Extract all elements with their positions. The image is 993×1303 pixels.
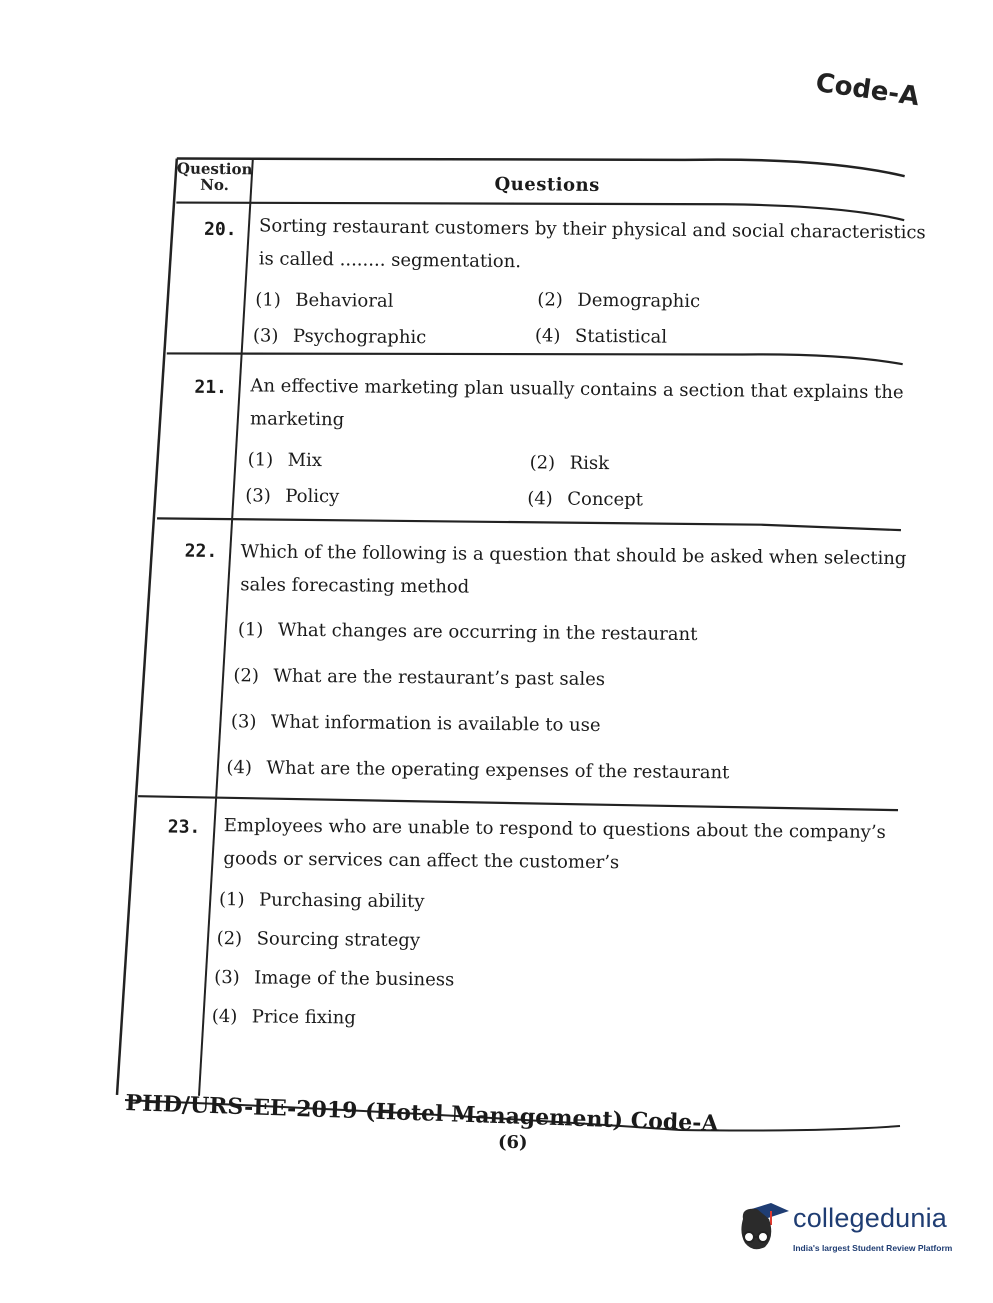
option-item <box>535 325 667 347</box>
option-number: (4) <box>534 325 561 347</box>
page-number: (6) <box>498 1132 528 1153</box>
question-text-line: goods or services can affect the customer’s <box>223 848 620 874</box>
option-number: (2) <box>529 452 556 474</box>
question-text-line: Which of the following is a question that should be asked when selecting <box>240 541 907 570</box>
option-text: Policy <box>285 485 340 508</box>
option-text: Demographic <box>577 289 701 313</box>
column-header-questions: Questions <box>494 173 600 196</box>
option-item <box>530 452 610 474</box>
option-number: (3) <box>245 485 271 507</box>
option-text: What are the operating expenses of the restaurant <box>266 757 730 784</box>
option-text: What changes are occurring in the restaurant <box>277 619 698 646</box>
question-number: 21. <box>194 376 228 399</box>
question-number: 22. <box>184 540 218 562</box>
column-header-question-no: Question No. <box>176 159 253 195</box>
option-number: (4) <box>211 1005 238 1028</box>
option-text: Psychographic <box>292 325 427 349</box>
option-item <box>212 1006 356 1029</box>
question-text <box>223 809 886 882</box>
option-number: (3) <box>252 325 279 347</box>
option-number: (1) <box>247 449 274 471</box>
option-text: Image of the business <box>254 967 455 991</box>
brand-tagline: India's largest Student Review Platform <box>793 1243 953 1253</box>
question-text <box>259 209 926 282</box>
option-number: (4) <box>527 488 553 510</box>
option-item <box>233 665 605 690</box>
question-text-line: is called ........ segmentation. <box>258 248 522 273</box>
option-text: Statistical <box>574 325 668 348</box>
option-text: What information is available to use <box>270 711 601 737</box>
option-item <box>527 488 643 510</box>
option-text: Sourcing strategy <box>256 928 421 952</box>
option-text: Purchasing ability <box>258 889 425 913</box>
option-text: Mix <box>287 449 323 472</box>
option-number: (2) <box>233 665 260 687</box>
option-item <box>537 289 700 312</box>
option-number: (1) <box>237 619 264 641</box>
question-number: 20. <box>203 218 237 241</box>
header-code-label: Code-A <box>813 68 922 113</box>
option-text: Risk <box>569 452 610 475</box>
question-text <box>240 535 906 608</box>
option-number: (4) <box>226 757 253 779</box>
collegedunia-watermark <box>735 1195 965 1265</box>
option-number: (1) <box>255 289 281 311</box>
question-text-line: Employees who are unable to respond to questions about the company’s <box>223 815 886 844</box>
question-text-line: marketing <box>249 408 345 431</box>
option-item <box>245 485 339 507</box>
option-item <box>253 325 427 348</box>
option-number: (3) <box>214 966 240 989</box>
option-item <box>231 711 601 736</box>
option-item <box>255 289 393 311</box>
option-text: Behavioral <box>295 289 394 312</box>
question-text-line: sales forecasting method <box>240 574 470 598</box>
option-text: Concept <box>567 488 644 511</box>
mascot-icon <box>735 1197 793 1257</box>
question-table <box>115 140 926 1108</box>
question-text-line: Sorting restaurant customers by their physical and social characteristics <box>258 215 926 244</box>
option-number: (1) <box>218 889 245 911</box>
option-item <box>217 928 421 951</box>
option-item <box>248 449 323 471</box>
question-text <box>250 369 904 442</box>
paper-code: PHD/URS-EE-2019 (Hotel Management) Code-A <box>125 1090 719 1137</box>
question-text-line: An effective marketing plan usually contains a section that explains the <box>250 375 904 404</box>
brand-name: collegedunia <box>793 1203 948 1233</box>
option-text: Price fixing <box>251 1006 356 1029</box>
question-number: 23. <box>167 816 201 838</box>
option-item <box>214 967 454 991</box>
option-number: (2) <box>216 928 243 950</box>
option-number: (2) <box>537 289 563 311</box>
option-item <box>219 889 425 912</box>
option-number: (3) <box>230 711 257 733</box>
option-text: What are the restaurant’s past sales <box>273 665 606 691</box>
